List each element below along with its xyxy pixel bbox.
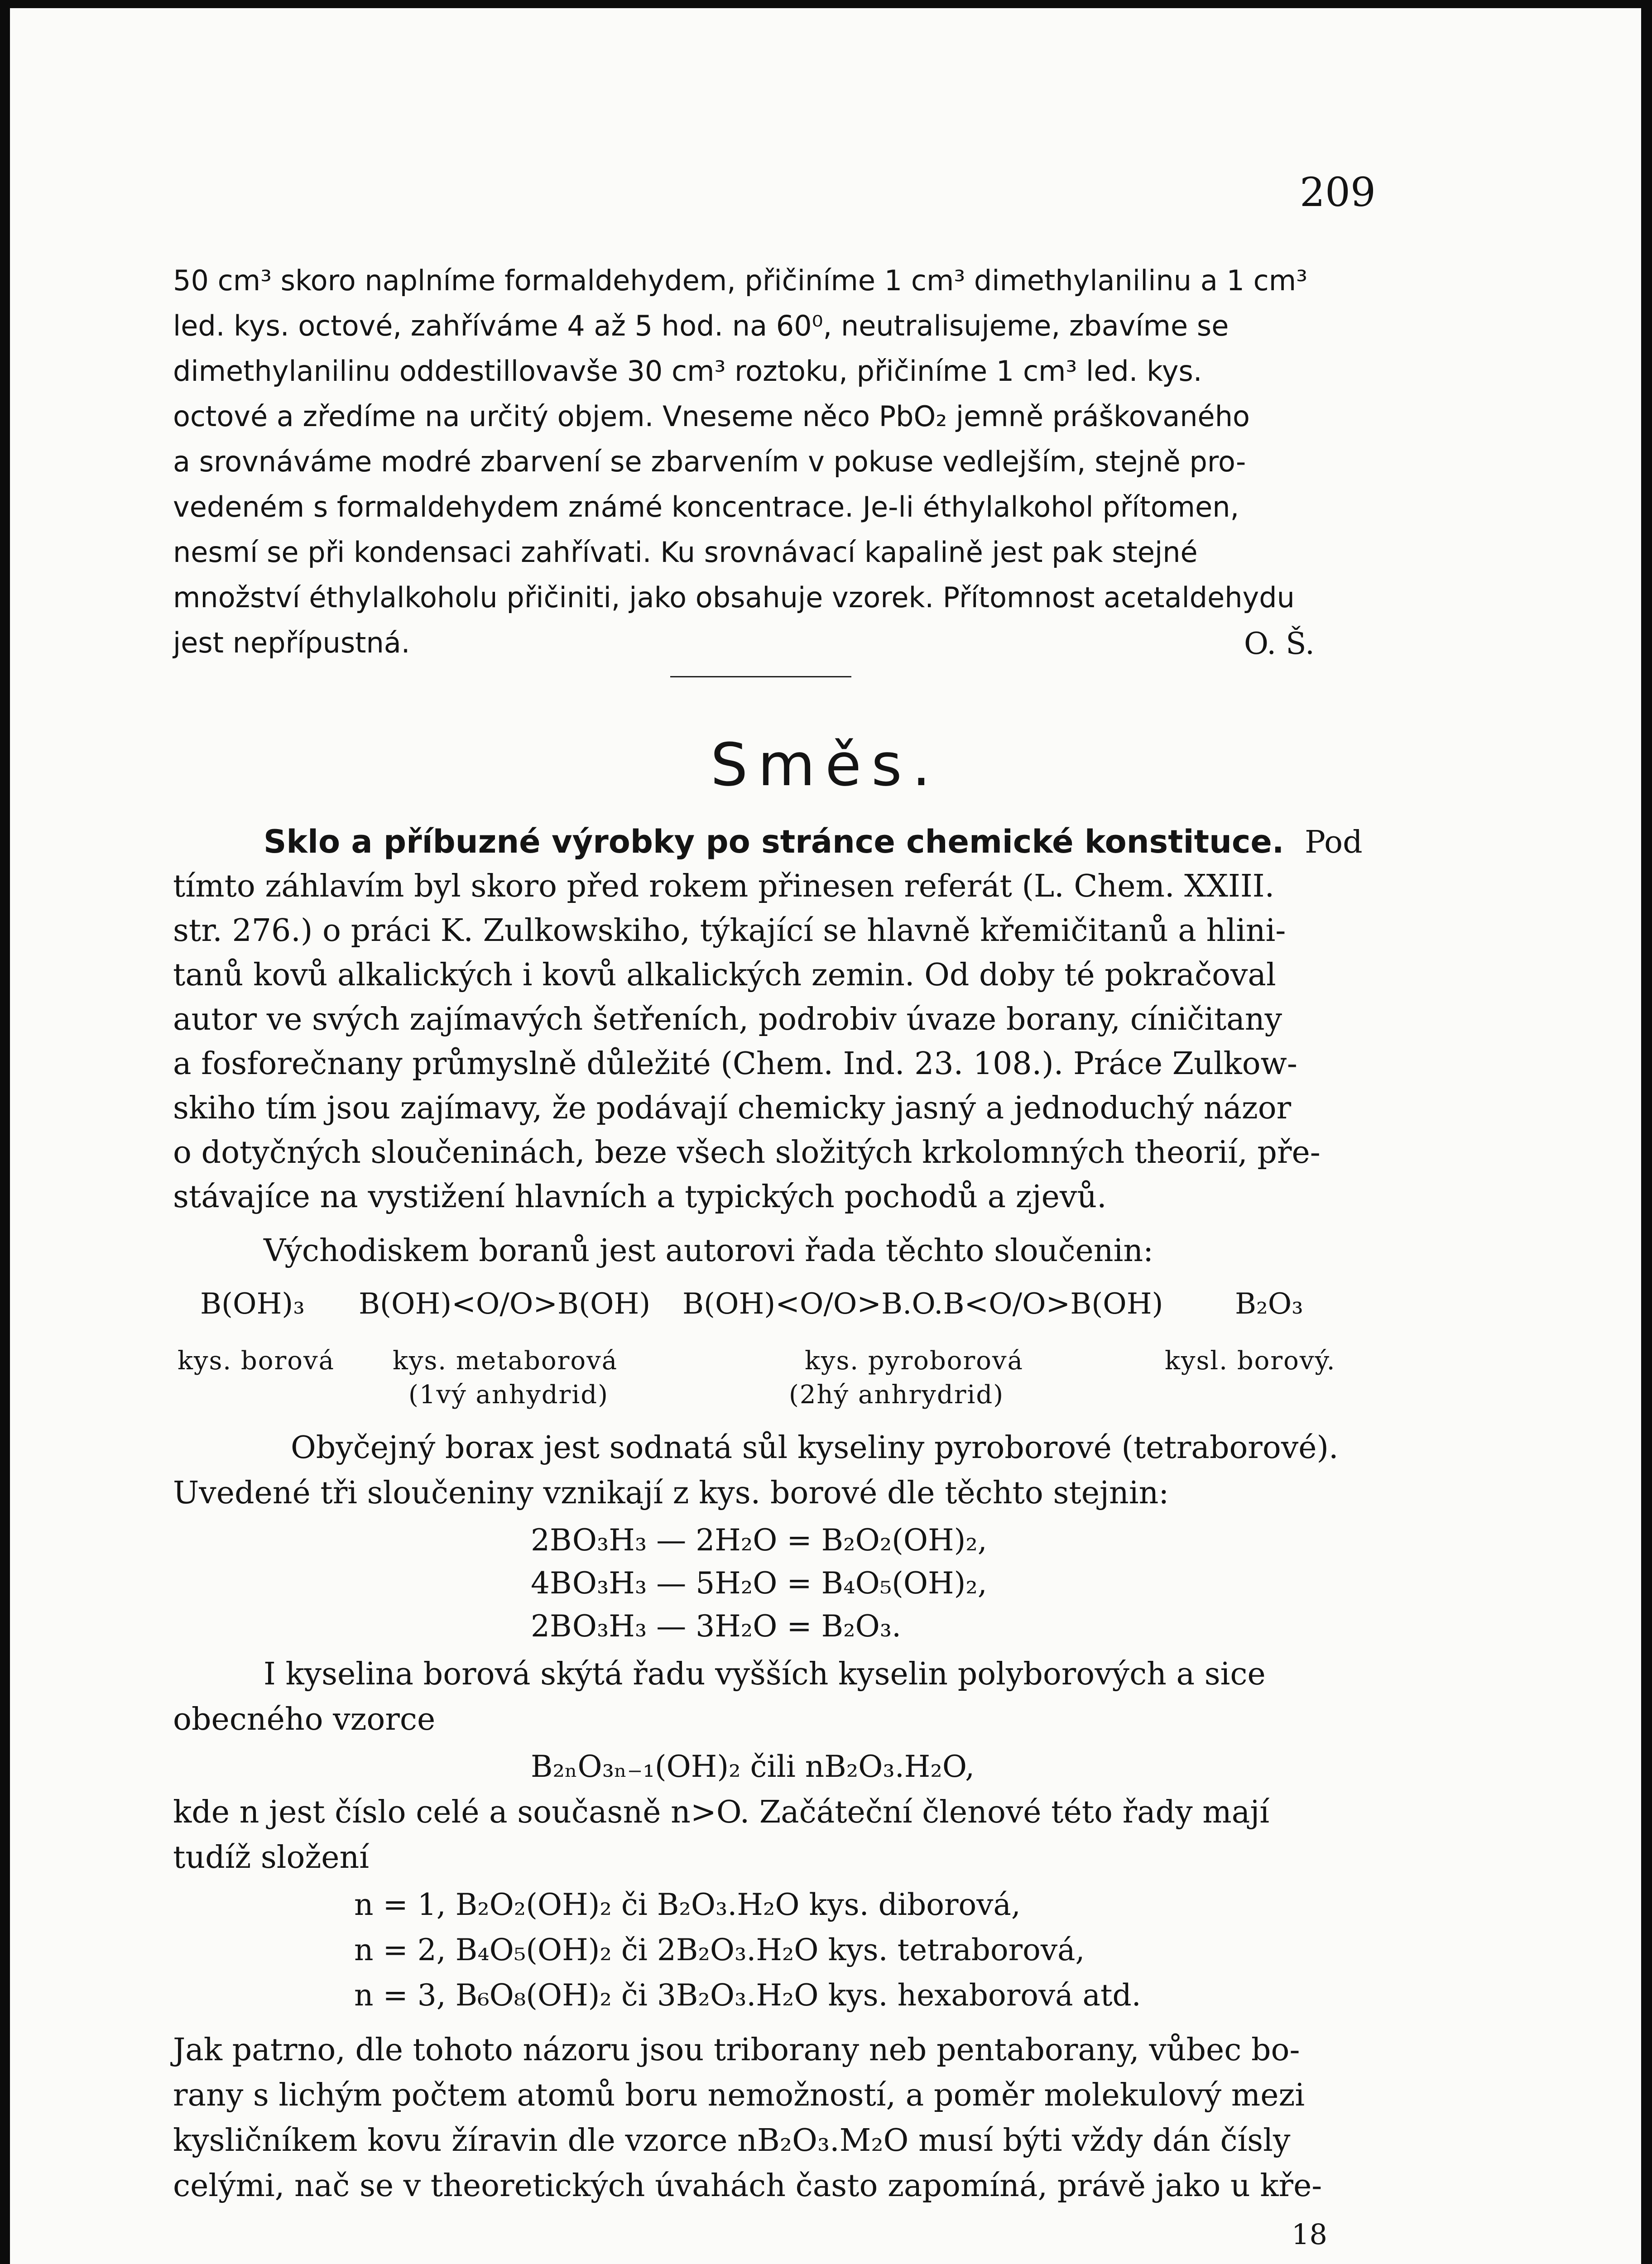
text-line: kysličníkem kovu žíravin dle vzorce nB₂O₃.M₂O musí býti vždy dán čísly [173, 2123, 1291, 2158]
text-line: množství éthylalkoholu přičiniti, jako obsahuje vzorek. Přítomnost acetaldehydu [173, 581, 1295, 614]
text-line: vedeném s formaldehydem známé koncentrace. Je-li éthylalkohol přítomen, [173, 490, 1239, 523]
formula-name: kys. pyroborová [805, 1346, 1023, 1376]
series-row: n = 2, B₄O₅(OH)₂ či 2B₂O₃.H₂O kys. tetraborová, [354, 1933, 1085, 1967]
text-line: obecného vzorce [173, 1702, 436, 1737]
formula-note: (1vý anhydrid) [408, 1380, 609, 1410]
text-line: Obyčejný borax jest sodnatá sůl kyseliny pyroborové (tetraborové). [291, 1430, 1339, 1466]
text-line: autor ve svých zajímavých šetřeních, podrobiv úvaze borany, cíničitany [173, 1002, 1282, 1037]
text-line: Východiskem boranů jest autorovi řada těchto sloučenin: [264, 1233, 1154, 1269]
formula-boron-oxide: B₂O₃ [1235, 1287, 1303, 1321]
text-fragment: Pod [1305, 825, 1363, 860]
page-number: 209 [1300, 169, 1376, 216]
text-line: tímto záhlavím byl skoro před rokem přinesen referát (L. Chem. XXIII. [173, 868, 1275, 904]
equation: 2BO₃H₃ — 3H₂O = B₂O₃. [531, 1609, 902, 1644]
series-row: n = 3, B₆O₈(OH)₂ či 3B₂O₃.H₂O kys. hexaborová atd. [354, 1978, 1141, 2013]
signature-mark: 18 [1292, 2218, 1327, 2251]
text-line: a fosforečnany průmyslně důležité (Chem. Ind. 23. 108.). Práce Zulkow- [173, 1046, 1297, 1082]
equation: 2BO₃H₃ — 2H₂O = B₂O₂(OH)₂, [531, 1523, 987, 1558]
text-line: stávajíce na vystižení hlavních a typických pochodů a zjevů. [173, 1179, 1107, 1215]
text-line: skiho tím jsou zajímavy, že podávají chemicky jasný a jednoduchý názor [173, 1090, 1292, 1126]
formula-note: (2hý anhrydrid) [789, 1380, 1004, 1410]
document-page [10, 8, 1641, 2264]
text-line: tudíž složení [173, 1840, 370, 1875]
text-line: jest nepřípustná. [173, 626, 410, 659]
text-line: nesmí se při kondensaci zahřívati. Ku srovnávací kapalině jest pak stejné [173, 536, 1198, 569]
text-line: str. 276.) o práci K. Zulkowskiho, týkající se hlavně křemičitanů a hlini- [173, 913, 1286, 949]
text-line: I kyselina borová skýtá řadu vyšších kyselin polyborových a sice [264, 1656, 1266, 1692]
text-line: a srovnáváme modré zbarvení se zbarvením v pokuse vedlejším, stejně pro- [173, 445, 1246, 478]
text-line: led. kys. octové, zahříváme 4 až 5 hod. na 60⁰, neutralisujeme, zbavíme se [173, 309, 1229, 342]
article-title: Sklo a příbuzné výrobky po stránce chemické konstituce. [264, 823, 1284, 860]
text-line: tanů kovů alkalických i kovů alkalických zemin. Od doby té pokračoval [173, 957, 1276, 993]
equation: 4BO₃H₃ — 5H₂O = B₄O₅(OH)₂, [531, 1566, 987, 1601]
text-line: Uvedené tři sloučeniny vznikají z kys. borové dle těchto stejnin: [173, 1475, 1169, 1511]
text-line: celými, nač se v theoretických úvahách často zapomíná, právě jako u kře- [173, 2168, 1322, 2204]
text-line: rany s lichým počtem atomů boru nemožností, a poměr molekulový mezi [173, 2077, 1305, 2113]
formula-name: kysl. borový. [1165, 1346, 1336, 1376]
separator-rule [670, 676, 851, 677]
formula-name: kys. metaborová [393, 1346, 618, 1376]
text-line: o dotyčných sloučeninách, beze všech složitých krkolomných theorií, pře- [173, 1135, 1321, 1170]
author-signature: O. Š. [1244, 626, 1315, 661]
formula-boric-acid: B(OH)₃ [200, 1287, 305, 1321]
text-line: 50 cm³ skoro naplníme formaldehydem, přičiníme 1 cm³ dimethylanilinu a 1 cm³ [173, 264, 1308, 297]
formula-pyroboric-acid: B(OH)<O/O>B.O.B<O/O>B(OH) [682, 1287, 1163, 1321]
section-title: Směs. [710, 730, 941, 799]
article-lead-line [264, 823, 1363, 860]
series-row: n = 1, B₂O₂(OH)₂ či B₂O₃.H₂O kys. diborová, [354, 1887, 1021, 1922]
text-line: dimethylanilinu oddestillovavše 30 cm³ roztoku, přičiníme 1 cm³ led. kys. [173, 355, 1202, 388]
text-line: octové a zředíme na určitý objem. Vneseme něco PbO₂ jemně práškovaného [173, 400, 1250, 433]
formula-name: kys. borová [178, 1346, 335, 1376]
formula-metaboric-acid: B(OH)<O/O>B(OH) [359, 1287, 651, 1321]
text-line: kde n jest číslo celé a současně n>O. Začáteční členové této řady mají [173, 1794, 1270, 1830]
text-line: Jak patrno, dle tohoto názoru jsou triborany neb pentaborany, vůbec bo- [173, 2032, 1300, 2068]
general-formula: B₂ₙO₃ₙ₋₁(OH)₂ čili nB₂O₃.H₂O, [531, 1749, 975, 1784]
